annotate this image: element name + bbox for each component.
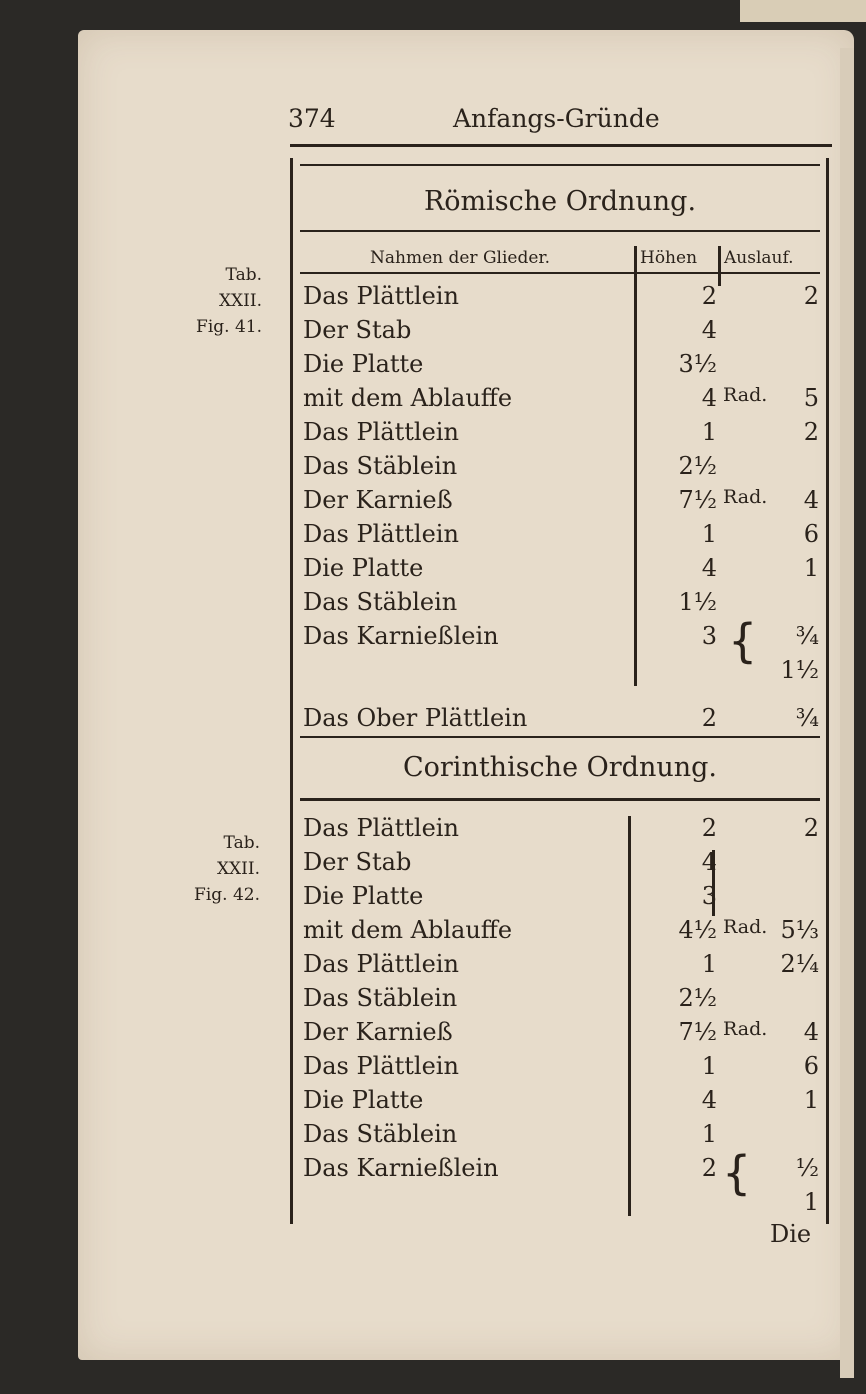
corinth-brace-icon: { (722, 1146, 752, 1200)
entry-radius-note: Rad. (723, 384, 768, 406)
table-row (303, 1018, 823, 1050)
roman-title-rule (300, 230, 820, 232)
margin-figure: Fig. 42. (194, 885, 260, 905)
entry-name: Die Platte (303, 350, 424, 378)
entry-height: 2 (701, 282, 717, 310)
entry-projection: 1 (803, 554, 819, 582)
catchword: Die (770, 1220, 812, 1248)
col-header-rule (300, 272, 820, 274)
table-top-rule (300, 164, 820, 166)
table-row (303, 1052, 823, 1084)
entry-projection: ¾ (795, 622, 819, 650)
corinth-title-rule (300, 798, 820, 801)
book-edge (740, 0, 866, 22)
entry-name: Die Platte (303, 1086, 424, 1114)
entry-name: Das Plättlein (303, 418, 459, 446)
entry-height: 1 (701, 520, 717, 548)
col-header-height: Höhen (640, 248, 698, 268)
table-row (303, 554, 823, 586)
col-header-name: Nahmen der Glieder. (370, 248, 551, 268)
entry-name: Das Stäblein (303, 1120, 458, 1148)
table-row (303, 384, 823, 416)
entry-height: 3 (701, 622, 717, 650)
entry-radius-note: Rad. (723, 916, 768, 938)
table-row (303, 950, 823, 982)
entry-name: Das Stäblein (303, 588, 458, 616)
entry-name: Das Plättlein (303, 950, 459, 978)
entry-height: 4 (701, 316, 717, 344)
entry-name: Das Ober Plättlein (303, 704, 528, 732)
table-row (303, 882, 823, 914)
table-row (303, 520, 823, 552)
table-row (303, 486, 823, 518)
running-title: Anfangs-Gründe (453, 104, 660, 133)
margin-tab: Tab. (223, 833, 260, 853)
entry-name: Das Karnießlein (303, 1154, 499, 1182)
entry-name: Das Stäblein (303, 452, 458, 480)
entry-height: 2 (701, 704, 717, 732)
entry-height: 4½ (678, 916, 717, 944)
entry-name: Der Karnieß (303, 486, 453, 514)
entry-height: 4 (701, 848, 717, 876)
roman-section-title: Römische Ordnung. (423, 186, 697, 217)
entry-name: Das Plättlein (303, 520, 459, 548)
section-divider-rule (300, 736, 820, 738)
entry-height: 1 (701, 1052, 717, 1080)
corinth-section-title: Corinthische Ordnung. (402, 752, 717, 783)
entry-height: 2 (701, 814, 717, 842)
entry-name: Der Stab (303, 316, 412, 344)
entry-height: 7½ (678, 486, 717, 514)
entry-projection: 6 (803, 520, 819, 548)
table-row (303, 916, 823, 948)
table-row (303, 452, 823, 484)
table-row (303, 1086, 823, 1118)
entry-projection: 2 (803, 814, 819, 842)
entry-height: 2 (701, 1154, 717, 1182)
head-rule (290, 144, 832, 147)
roman-proj-col-line (718, 246, 721, 286)
table-right-border (826, 158, 829, 1224)
entry-radius-note: Rad. (723, 486, 768, 508)
entry-name: Die Platte (303, 882, 424, 910)
entry-projection: 1 (803, 1086, 819, 1114)
entry-projection: 2¼ (780, 950, 819, 978)
entry-height: 2½ (678, 452, 717, 480)
margin-tab: Tab. (225, 265, 262, 285)
table-row (303, 418, 823, 450)
entry-name: Der Karnieß (303, 1018, 453, 1046)
entry-height: 4 (701, 384, 717, 412)
entry-height: 1 (701, 950, 717, 978)
entry-name: mit dem Ablauffe (303, 916, 513, 944)
corinth-margin-note (170, 830, 260, 908)
roman-margin-note (172, 262, 262, 340)
table-row (303, 282, 823, 314)
entry-name: Die Platte (303, 554, 424, 582)
margin-figure: Fig. 41. (196, 317, 262, 337)
page-edge (840, 48, 854, 1378)
table-row (303, 814, 823, 846)
entry-name: Das Plättlein (303, 282, 459, 310)
entry-height: 2½ (678, 984, 717, 1012)
running-head (288, 104, 828, 144)
table-left-border (290, 158, 293, 1224)
entry-projection: 5 (803, 384, 819, 412)
table-row (303, 848, 823, 880)
entry-radius-note: Rad. (723, 1018, 768, 1040)
entry-name: mit dem Ablauffe (303, 384, 513, 412)
entry-projection: 1½ (780, 656, 819, 684)
entry-height: 3 (701, 882, 717, 910)
entry-height: 1½ (678, 588, 717, 616)
entry-height: 1 (701, 418, 717, 446)
col-header-projection: Auslauf. (724, 248, 794, 268)
margin-plate: XXII. (218, 291, 262, 311)
entry-name: Das Plättlein (303, 1052, 459, 1080)
table-row (303, 704, 823, 736)
entry-name: Das Karnießlein (303, 622, 499, 650)
entry-height: 1 (701, 1120, 717, 1148)
entry-projection: 2 (803, 418, 819, 446)
entry-projection: 1 (803, 1188, 819, 1216)
entry-projection: 4 (803, 486, 819, 514)
entry-projection: 2 (803, 282, 819, 310)
entry-height: 4 (701, 1086, 717, 1114)
entry-projection: ½ (795, 1154, 819, 1182)
entry-height: 3½ (678, 350, 717, 378)
entry-projection: 5⅓ (780, 916, 819, 944)
table-row (303, 316, 823, 348)
entry-name: Das Plättlein (303, 814, 459, 842)
roman-brace-icon: { (728, 614, 758, 668)
entry-height: 4 (701, 554, 717, 582)
entry-projection: 6 (803, 1052, 819, 1080)
entry-name: Der Stab (303, 848, 412, 876)
entry-projection: ¾ (795, 704, 819, 732)
table-row (303, 350, 823, 382)
entry-projection: 4 (803, 1018, 819, 1046)
page-number: 374 (288, 104, 336, 133)
margin-plate: XXII. (216, 859, 260, 879)
table-row (303, 984, 823, 1016)
entry-height: 7½ (678, 1018, 717, 1046)
entry-name: Das Stäblein (303, 984, 458, 1012)
